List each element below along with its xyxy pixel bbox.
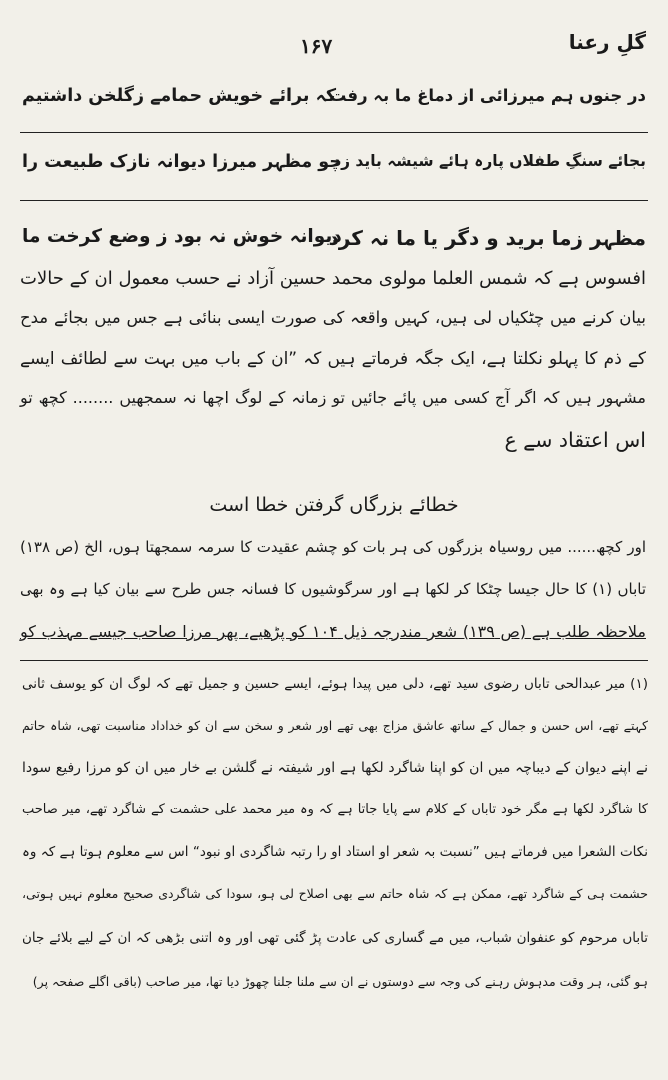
footnote-line: نکات الشعرا میں فرماتے ہیں ”نسبت بہ شعر او استاد او را رتبہ شاگردی او نبود“ اس سے معلوم ہوتا ہے کہ وہ	[22, 844, 648, 860]
footnote-line: (۱) میر عبدالحی تاباں رضوی سید تھے، دلی میں پیدا ہوئے، ایسے حسین و جمیل تھے کہ لوگ ان کو یوسف ثانی	[22, 676, 648, 692]
verse-1-first-hemistich: در جنوں ہم میرزائی از دماغ ما بہ رفت	[329, 86, 646, 105]
running-title: گلِ رعنا	[568, 30, 646, 54]
footnote-line: تاباں مرحوم کو عنفوان شباب، میں مے گساری کی عادت پڑ گئی تھی اور وہ اتنی بڑھی کہ ان کے لیے بلائے جان	[22, 930, 648, 946]
prose-line: مشہور ہیں کہ اگر آج کسی میں پائے جائیں تو زمانہ کے لوگ اچھا نہ سمجھیں ........ کچھ تو	[20, 388, 646, 407]
prose-line: افسوس ہے کہ شمس العلما مولوی محمد حسین آزاد نے حسب معمول ان کے حالات	[20, 268, 646, 289]
verse-3-second-hemistich: دیوانہ خوش نہ بود ز وضع کرخت ما	[22, 226, 342, 247]
prose-line: اس اعتقاد سے ع	[504, 428, 646, 452]
footnote-separator	[20, 660, 648, 661]
prose-line: تاباں (۱) کا حال جیسا چٹکا کر لکھا ہے اور سرگوشیوں کا فسانہ جس طرح سے بیان کیا ہے وہ بھی	[20, 580, 646, 598]
footnote-line: کا شاگرد لکھا ہے مگر خود تاباں کے کلام سے پایا جاتا ہے کہ وہ میر محمد علی حشمت کے شاگرد تھے، میر صاحب	[22, 802, 648, 817]
verse-1-second-hemistich: کہ برائے خویش حمامے زگلخن داشتیم	[22, 86, 337, 106]
prose-line: کے ذم کا پہلو نکلتا ہے، ایک جگہ فرماتے ہیں کہ ”ان کے باب میں بہت سے لطائف ایسے	[20, 349, 646, 369]
footnote-line: کہتے تھے، اس حسن و جمال کے ساتھ عاشق مزاج بھی تھے اور شعر و سخن سے ان کو خداداد مناسبت تھی، شاہ حاتم	[22, 718, 648, 733]
prose-line: بیان کرنے میں چٹکیاں لی ہیں، کہیں واقعہ کی صورت ایسی بنائی ہے جس میں بجائے مدح	[20, 308, 646, 327]
page-number: ۱۶۷	[300, 34, 333, 58]
separator-rule	[20, 200, 648, 201]
footnote-line: ہو گئی، ہر وقت مدہوش رہنے کی وجہ سے دوستوں نے ان سے ملنا جلنا چھوڑ دیا تھا، میر صاحب (باقی اگلے صفحہ پر)	[32, 974, 648, 989]
prose-line: ملاحظہ طلب ہے (ص ۱۳۹) شعر مندرجہ ذیل ۱۰۴ کو پڑھیے، پھر مرزا صاحب جیسے مہذب کو	[20, 622, 646, 641]
prose-line: اور کچھ...... میں روسیاہ بزرگوں کی ہر بات کو چشم عقیدت کا سرمہ سمجھتا ہوں، الخ (ص ۱۳۸)	[20, 538, 646, 556]
quoted-couplet-heading: خطائے بزرگاں گرفتن خطا است	[209, 494, 459, 516]
footnote-line: نے اپنے دیوان کے دیباچہ میں ان کو اپنا شاگرد لکھا ہے اور شیفتہ نے گلشن بے خار میں ان کو مرزا رفیع سودا	[22, 760, 648, 776]
verse-2-second-hemistich: چو مظہر میرزا دیوانہ نازک طبیعت را	[22, 152, 342, 172]
separator-rule	[20, 132, 648, 133]
verse-3-first-hemistich: مظہر زما برید و دگر یا ما نہ کرد	[328, 226, 646, 250]
verse-2-first-hemistich: بجائے سنگِ طفلاں پارہ ہائے شیشہ باید زد	[333, 152, 646, 170]
footnote-line: حشمت ہی کے شاگرد تھے، ممکن ہے کہ شاہ حاتم سے بھی اصلاح لی ہو، سودا کی شاگردی صحیح معلوم نہیں ہوتی،	[22, 886, 648, 901]
